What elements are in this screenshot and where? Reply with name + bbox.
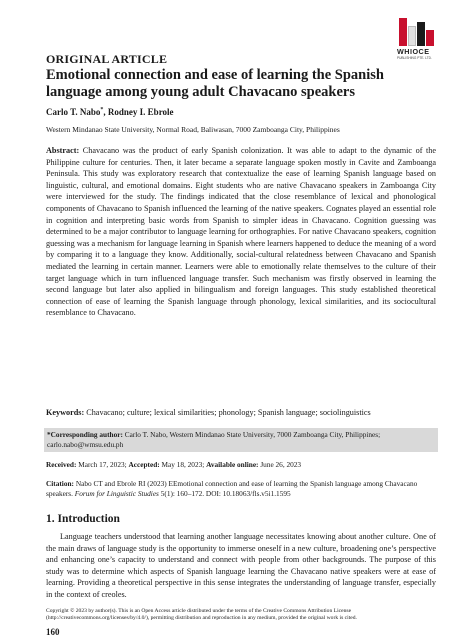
citation [46, 479, 438, 499]
author-line [46, 107, 174, 117]
received-date: March 17, 2023; [78, 460, 127, 469]
logo-wordmark: WHIOCE [397, 47, 430, 56]
publisher-logo [397, 18, 443, 64]
citation-label: Citation: [46, 479, 74, 488]
citation-text: Nabo CT and Ebrole RI (2023) EEmotional connection and ease of learning the Spanish language among Chavacano speakers. [46, 479, 418, 498]
logo-bars-icon [397, 18, 443, 46]
online-label: Available online: [206, 460, 259, 469]
logo-subtext: PUBLISHING PTE. LTD. [397, 56, 432, 60]
keywords-text: Chavacano; culture; lexical similarities; phonology; Spanish language; sociolinguistics [86, 408, 371, 417]
received-label: Received: [46, 460, 77, 469]
keywords [46, 408, 436, 417]
article-title: Emotional connection and ease of learning the Spanish language among young adult Chavacano speakers [46, 67, 384, 100]
accepted-label: Accepted: [128, 460, 160, 469]
citation-journal: Forum for Linguistic Studies [74, 489, 159, 498]
page-number: 160 [46, 627, 60, 637]
online-date: June 26, 2023 [260, 460, 302, 469]
intro-paragraph: Language teachers understood that learning another language necessitates knowing about another culture. One of the main draws of language study is the opportunity to immerse oneself in a new culture, broadening one’s perspective and enhancing one’s capacity to understand and connect with people from other backgrounds. The purpose of this study was to determine which aspects of Spanish language learning the Chavacano native speakers were at ease of learning. Providing a theoretical perspective in this sense integrates the understanding of language transfer, especially in the context of creoles. [46, 532, 436, 599]
section-heading: 1. Introduction [46, 513, 120, 525]
author-name: Rodney I. Ebrole [107, 107, 174, 117]
abstract-text: Chavacano was the product of early Spanish colonization. It was able to adapt to the dynamic of the Philippine culture for centuries. Then, it later became a separate language spoken mostly in Cavite and Zamboanga Peninsula. This study was exploratory research that contextualize the ease of learning Spanish language based on linguistic, cultural, and emotional domains. Eight students who are native Chavacano speakers in Zamboanga City were interviewed for the study. The findings indicated that the close resemblance of lexical and phonological components of Chavacano to Spanish influenced the learning of the native speakers. Cognates played an essential role in cognition and interpreting basic words from Spanish to simpler ideas in Chavacano. Cognition guessing was determined to be a major contributor to language learning for orthographies. For native Chavacano speakers, cognition guessing was a mechanism for language learning in Spanish where learners happened to deduce the meaning of a word by comparing it to a language they know. Additionally, social-cultural relatedness between Chavacano and Spanish mediated the learning in certain manner. Learners were able to emotionally relate themselves to the culture of their target language which in turn influenced language transfer. Such mechanism was firstly observed in learning the second language but later also applied in bilingualism and foreign languages. This study established theoretical connection of ease of learning the Spanish language through phonology, lexical similarities, and its sociocultural resemblance to Chavacano. [46, 146, 437, 318]
corresponding-label: *Corresponding author: [47, 430, 123, 439]
citation-doi: 5(1): 160–172. DOI: 10.18063/fls.v5i1.1595 [160, 489, 291, 498]
affiliation: Western Mindanao State University, Normal Road, Baliwasan, 7000 Zamboanga City, Philippines [46, 125, 340, 134]
author-name: Carlo T. Nabo [46, 107, 101, 117]
article-type-label: ORIGINAL ARTICLE [46, 52, 168, 66]
abstract-label: Abstract: [46, 146, 80, 155]
corresponding-author-box [44, 428, 438, 452]
copyright-notice: Copyright © 2023 by author(s). This is an Open Access article distributed under the terms of the Creative Commons Attribution License (http://creativecommons.org/licenses/by/4.0/), permitting distribution and reproduction in any medium, provided the original work is cited. [46, 608, 357, 621]
corresponding-text: Carlo T. Nabo, Western Mindanao State University, 7000 Zamboanga City, Philippines; carlo.nabo@wmsu.edu.ph [47, 430, 381, 449]
author-separator: , [103, 107, 108, 117]
keywords-label: Keywords: [46, 408, 85, 417]
accepted-date: May 18, 2023; [161, 460, 205, 469]
abstract [46, 145, 436, 319]
article-dates [46, 460, 301, 469]
corresponding-mark: * [100, 107, 104, 113]
